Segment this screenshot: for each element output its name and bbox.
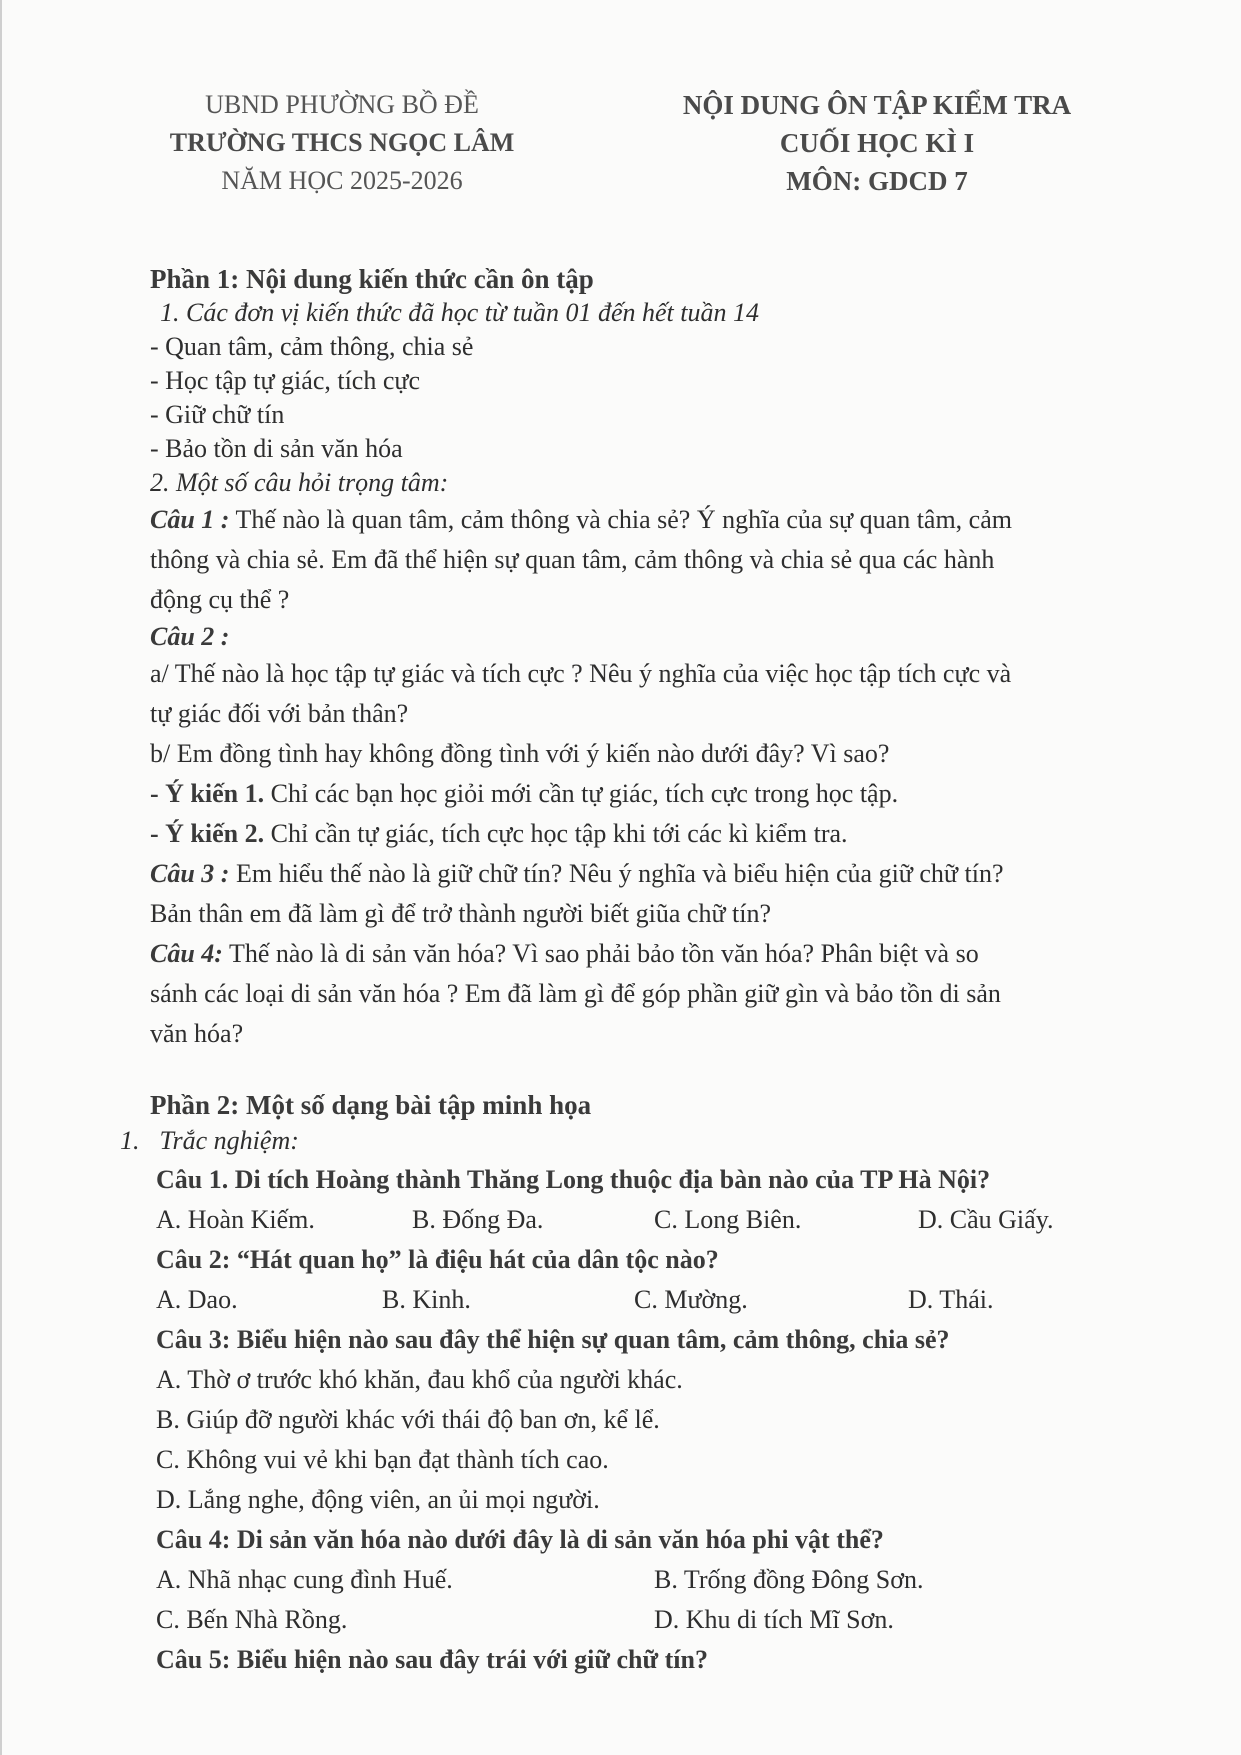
document-title-block [642, 86, 1112, 200]
opinion-1-label: - Ý kiến 1. [150, 779, 265, 808]
question-3-text: Em hiểu thế nào là giữ chữ tín? Nêu ý nghĩa và biểu hiện của giữ chữ tín? [229, 859, 1004, 888]
opinion-2-label: - Ý kiến 2. [150, 819, 265, 848]
school-header [122, 86, 562, 200]
mc-option: A. Thờ ơ trước khó khăn, đau khổ của người khác. [156, 1365, 683, 1394]
school-year: NĂM HỌC 2025-2026 [221, 166, 463, 195]
part2-sub1-text: Trắc nghiệm: [159, 1126, 299, 1155]
mc-option: D. Lắng nghe, động viên, an ủi mọi người. [156, 1485, 600, 1514]
opinion-2 [150, 814, 1140, 854]
mc-option: C. Long Biên. [654, 1205, 802, 1234]
document-body [120, 262, 1140, 1680]
mc-option: B. Trống đồng Đông Sơn. [654, 1565, 924, 1594]
mc-option: A. Hoàn Kiếm. [156, 1205, 315, 1234]
mc-option: B. Đống Đa. [412, 1205, 544, 1234]
mc-question-1: Câu 1. Di tích Hoàng thành Thăng Long thuộc địa bàn nào của TP Hà Nội? [156, 1165, 991, 1194]
mc-option: A. Nhã nhạc cung đình Huế. [156, 1565, 453, 1594]
mc-option: C. Mường. [634, 1285, 748, 1314]
mc-options-4a [150, 1560, 1140, 1600]
question-4-text: văn hóa? [150, 1019, 244, 1048]
part2-sub1 [120, 1122, 1140, 1160]
mc-option: B. Kinh. [382, 1285, 471, 1314]
part1-title: Phần 1: Nội dung kiến thức cần ôn tập [150, 264, 594, 294]
mc-options-4b [150, 1600, 1140, 1640]
mc-question-4: Câu 4: Di sản văn hóa nào dưới đây là di sản văn hóa phi vật thể? [156, 1525, 884, 1554]
mc-question-2: Câu 2: “Hát quan họ” là điệu hát của dân tộc nào? [156, 1245, 719, 1274]
mc-question-3: Câu 3: Biểu hiện nào sau đây thể hiện sự quan tâm, cảm thông, chia sẻ? [156, 1325, 950, 1354]
opinion-2-text: Chỉ cần tự giác, tích cực học tập khi tới các kì kiểm tra. [264, 819, 848, 848]
topic-item: - Giữ chữ tín [150, 400, 285, 429]
question-2-label: Câu 2 : [150, 622, 230, 651]
question-4-text: Thế nào là di sản văn hóa? Vì sao phải bảo tồn văn hóa? Phân biệt và so [222, 939, 979, 968]
mc-option: D. Cầu Giấy. [918, 1205, 1054, 1234]
document-title: NỘI DUNG ÔN TẬP KIỂM TRA [682, 90, 1072, 120]
mc-option: C. Bến Nhà Rồng. [156, 1605, 348, 1634]
district-name: UBND PHƯỜNG BỒ ĐỀ [205, 90, 479, 119]
question-2-text: tự giác đối với bản thân? [150, 699, 409, 728]
question-1-text: động cụ thể ? [150, 585, 290, 614]
question-1-label: Câu 1 : [150, 505, 230, 534]
question-3-label: Câu 3 : [150, 859, 230, 888]
topic-item: - Học tập tự giác, tích cực [150, 366, 421, 395]
mc-options-2 [150, 1280, 1140, 1320]
question-1-text: Thế nào là quan tâm, cảm thông và chia sẻ? Ý nghĩa của sự quan tâm, cảm [229, 505, 1012, 534]
question-2-text: a/ Thế nào là học tập tự giác và tích cực ? Nêu ý nghĩa của việc học tập tích cực và [150, 659, 1012, 688]
part1-sub1: 1. Các đơn vị kiến thức đã học từ tuần 01 đến hết tuần 14 [160, 298, 759, 327]
question-4-label: Câu 4: [150, 939, 223, 968]
part1-sub2: 2. Một số câu hỏi trọng tâm: [150, 468, 449, 497]
topic-item: - Bảo tồn di sản văn hóa [150, 434, 403, 463]
subject-title: MÔN: GDCD 7 [786, 166, 968, 196]
school-name: TRƯỜNG THCS NGỌC LÂM [169, 128, 515, 157]
question-1-text: thông và chia sẻ. Em đã thể hiện sự quan tâm, cảm thông và chia sẻ qua các hành [150, 545, 995, 574]
semester-title: CUỐI HỌC KÌ I [779, 128, 975, 158]
mc-option: D. Thái. [908, 1285, 994, 1314]
mc-question-5: Câu 5: Biểu hiện nào sau đây trái với giữ chữ tín? [156, 1645, 708, 1674]
question-3-text: Bản thân em đã làm gì để trở thành người biết giũa chữ tín? [150, 899, 772, 928]
mc-option: C. Không vui vẻ khi bạn đạt thành tích cao. [156, 1445, 609, 1474]
opinion-1 [150, 774, 1140, 814]
mc-option: A. Dao. [156, 1285, 238, 1314]
mc-option: D. Khu di tích Mĩ Sơn. [654, 1605, 894, 1634]
question-3-line [150, 854, 1140, 894]
mc-options-1 [150, 1200, 1140, 1240]
question-4-line [150, 934, 1140, 974]
question-2-text: b/ Em đồng tình hay không đồng tình với ý kiến nào dưới đây? Vì sao? [150, 739, 890, 768]
topic-item: - Quan tâm, cảm thông, chia sẻ [150, 332, 474, 361]
question-1-line [150, 500, 1140, 540]
mc-option: B. Giúp đỡ người khác với thái độ ban ơn, kể lể. [156, 1405, 660, 1434]
part2-sub1-number: 1. [120, 1126, 140, 1155]
opinion-1-text: Chỉ các bạn học giỏi mới cần tự giác, tích cực trong học tập. [264, 779, 899, 808]
question-4-text: sánh các loại di sản văn hóa ? Em đã làm gì để góp phần giữ gìn và bảo tồn di sản [150, 979, 1001, 1008]
part2-title: Phần 2: Một số dạng bài tập minh họa [150, 1090, 592, 1120]
